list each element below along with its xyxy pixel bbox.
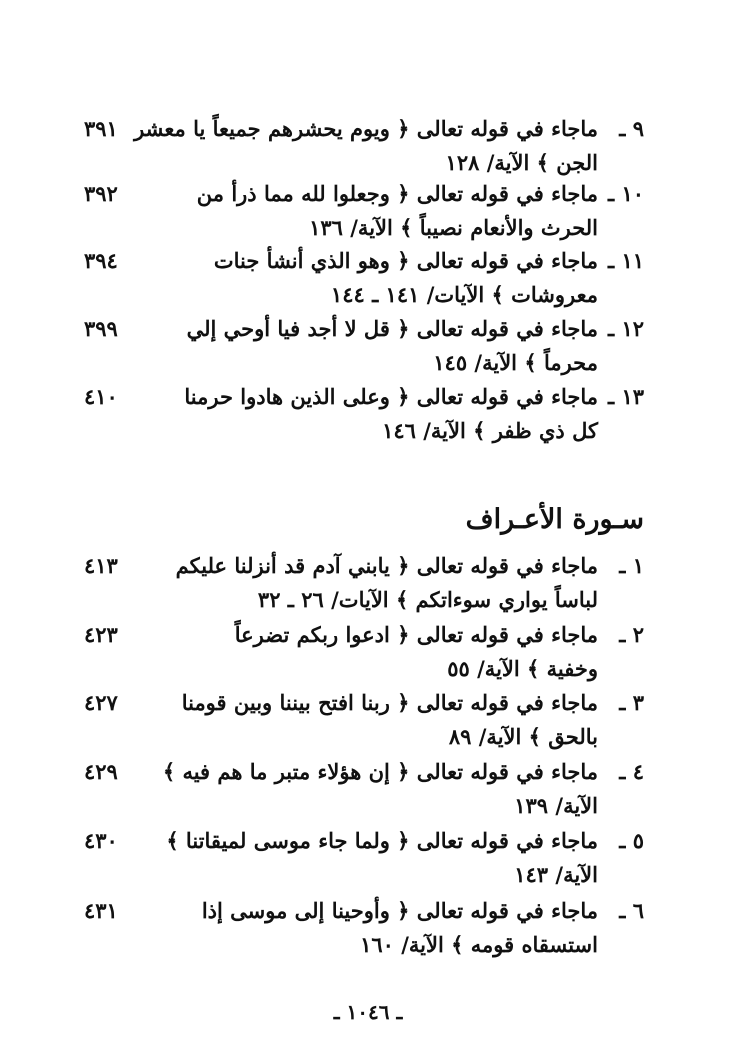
entry-line-1: ماجاء في قوله تعالى ﴿ وأوحينا إلى موسى إذا	[201, 898, 598, 923]
entry-number: ١١ ـ	[607, 248, 644, 273]
entry-page-ref: ٤٣١	[84, 898, 118, 923]
entry-line-1: ماجاء في قوله تعالى ﴿ ويوم يحشرهم جميعاً يا معشر	[134, 116, 598, 141]
entry-number: ١٣ ـ	[607, 384, 644, 409]
entry-line-2: معروشات ﴾ الآيات/ ١٤١ ـ ١٤٤	[330, 282, 598, 307]
entry-text	[188, 618, 598, 686]
entry-text	[181, 686, 598, 754]
entry-text	[188, 312, 598, 380]
entry-text	[166, 824, 598, 892]
entry-number: ١٠ ـ	[607, 181, 644, 206]
entry-text	[162, 755, 598, 823]
entry-text	[184, 380, 598, 448]
entry-line-1: ماجاء في قوله تعالى ﴿ إن هؤلاء متبر ما هم فيه ﴾	[162, 759, 598, 784]
entry-page-ref: ٤١٣	[84, 553, 118, 578]
entry-line-1: ماجاء في قوله تعالى ﴿ وعلى الذين هادوا حرمنا	[184, 384, 598, 409]
entry-page-ref: ٣٩٢	[84, 181, 118, 206]
entry-line-1: ماجاء في قوله تعالى ﴿ وهو الذي أنشأ جنات	[213, 248, 598, 273]
entry-line-2: وخفية ﴾ الآية/ ٥٥	[447, 656, 598, 681]
entry-number: ١٢ ـ	[607, 316, 644, 341]
entry-line-1: ماجاء في قوله تعالى ﴿ يابني آدم قد أنزلنا عليكم	[175, 553, 598, 578]
entry-text	[188, 244, 598, 312]
entry-line-1: ماجاء في قوله تعالى ﴿ وجعلوا لله مما ذرأ من	[196, 181, 598, 206]
entry-page-ref: ٣٩٤	[84, 248, 118, 273]
entry-page-ref: ٤٢٧	[84, 690, 118, 715]
entry-page-ref: ٤٣٠	[84, 828, 118, 853]
entry-number: ٣ ـ	[619, 690, 644, 715]
entry-line-2: الجن ﴾ الآية/ ١٢٨	[445, 150, 598, 175]
entry-number: ٢ ـ	[619, 622, 644, 647]
entry-number: ٤ ـ	[619, 759, 644, 784]
entry-page-ref: ٤٢٩	[84, 759, 118, 784]
entry-page-ref: ٤١٠	[84, 384, 118, 409]
entry-line-2: الحرث والأنعام نصيباً ﴾ الآية/ ١٣٦	[309, 215, 598, 240]
entry-line-1: ماجاء في قوله تعالى ﴿ قل لا أجد فيا أوحي إلي	[186, 316, 598, 341]
entry-number: ٥ ـ	[619, 828, 644, 853]
entry-line-2: الآية/ ١٣٩	[514, 793, 598, 818]
entry-line-2: كل ذي ظفر ﴾ الآية/ ١٤٦	[382, 418, 598, 443]
entry-number: ١ ـ	[619, 553, 644, 578]
surah-heading: سـورة الأعـراف	[465, 504, 644, 535]
entry-number: ٦ ـ	[619, 898, 644, 923]
entry-text	[175, 549, 598, 617]
entry-page-ref: ٣٩١	[84, 116, 118, 141]
entry-text	[188, 894, 598, 962]
entry-page-ref: ٤٢٣	[84, 622, 118, 647]
entry-number: ٩ ـ	[619, 116, 644, 141]
entry-line-2: الآية/ ١٤٣	[514, 862, 598, 887]
page-number: ـ ١٠٤٦ ـ	[333, 1000, 403, 1024]
entry-page-ref: ٣٩٩	[84, 316, 118, 341]
entry-line-2: محرماً ﴾ الآية/ ١٤٥	[433, 350, 598, 375]
entry-line-2: لباساً يواري سوءاتكم ﴾ الآيات/ ٢٦ ـ ٣٢	[257, 587, 598, 612]
entry-line-2: استسقاه قومه ﴾ الآية/ ١٦٠	[360, 932, 598, 957]
entry-line-1: ماجاء في قوله تعالى ﴿ ربنا افتح بيننا وبين قومنا	[181, 690, 598, 715]
entry-line-2: بالحق ﴾ الآية/ ٨٩	[448, 724, 598, 749]
entry-text	[134, 112, 598, 180]
entry-line-1: ماجاء في قوله تعالى ﴿ ولما جاء موسى لميقاتنا ﴾	[166, 828, 598, 853]
entry-line-1: ماجاء في قوله تعالى ﴿ ادعوا ربكم تضرعاً	[234, 622, 598, 647]
entry-text	[188, 177, 598, 245]
